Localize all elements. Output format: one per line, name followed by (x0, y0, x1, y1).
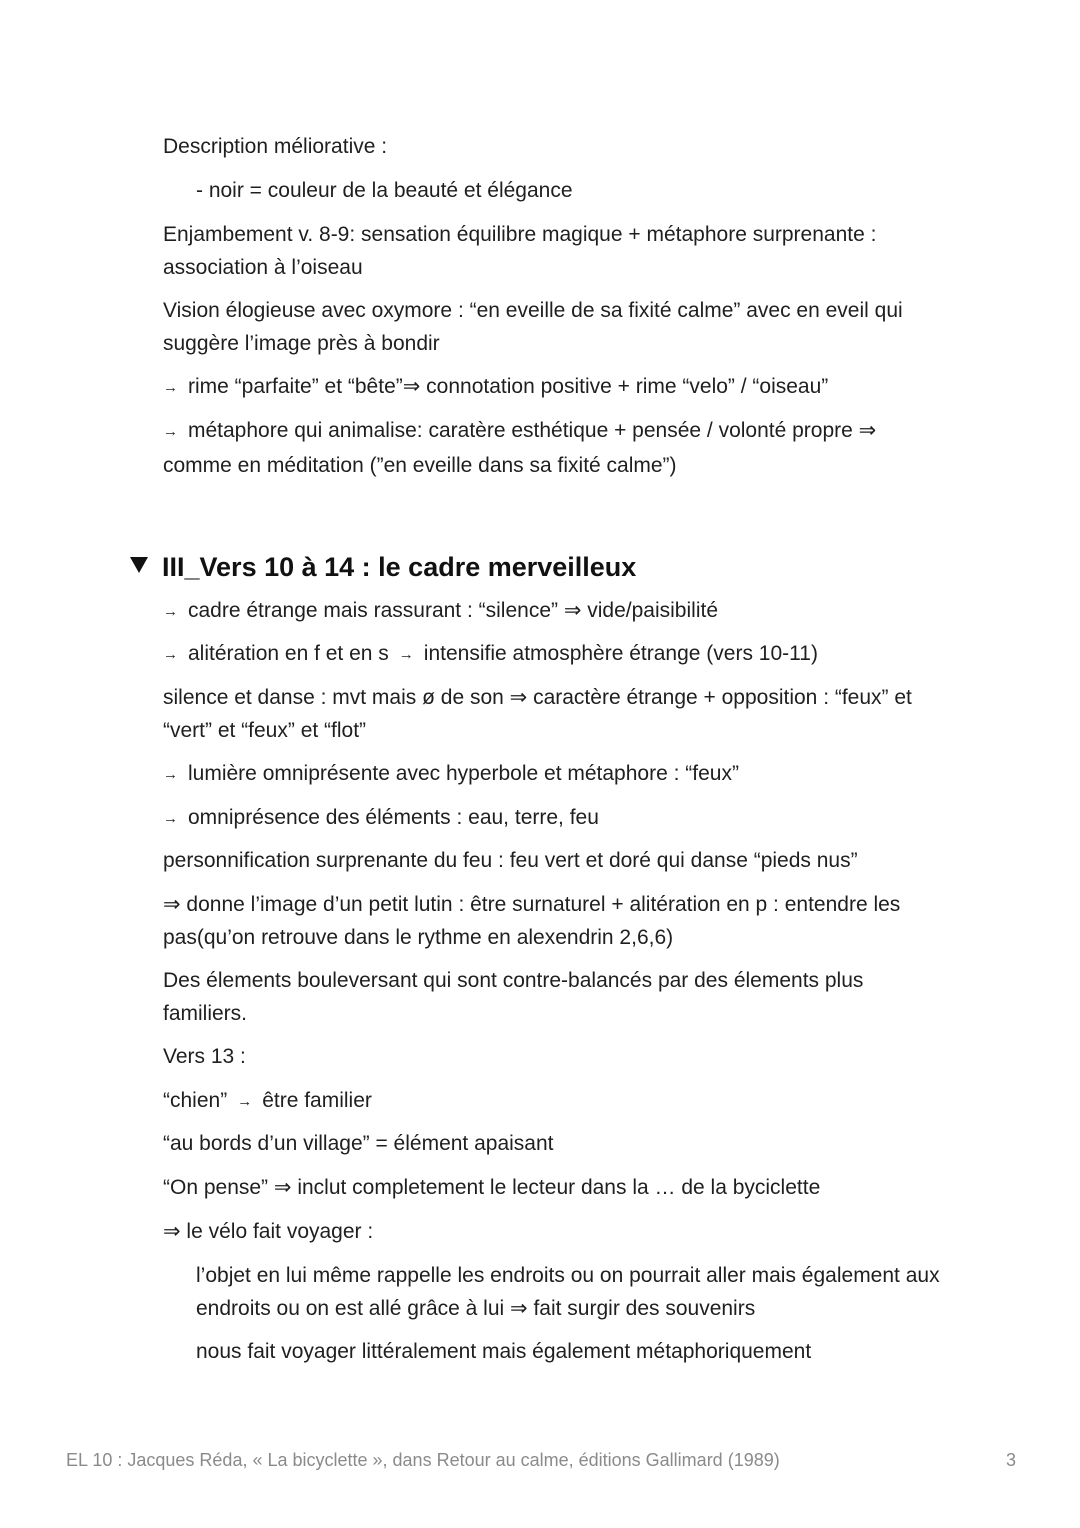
text-line: ⇒ le vélo fait voyager : (163, 1220, 374, 1243)
arrow-icon: → (163, 379, 178, 396)
text-line: Enjambement v. 8-9: sensation équilibre magique + métaphore surprenante : association à l’oiseau (163, 223, 877, 279)
text-line: l’objet en lui même rappelle les endroits ou on pourrait aller mais également aux endroits ou on est allé grâce à lui ⇒ fait surgir des souvenirs (196, 1264, 940, 1320)
arrow-icon: → (163, 603, 178, 620)
text-line: ⇒ donne l’image d’un petit lutin : être surnaturel + alitération en p : entendre les pas(qu’on retrouve dans le rythme en alexendrin 2,6,6) (163, 893, 901, 949)
collapse-triangle-icon[interactable] (130, 557, 148, 573)
page-number: 3 (1005, 1450, 1016, 1470)
section-title: III_Vers 10 à 14 : le cadre merveilleux (162, 552, 637, 582)
text-line: → métaphore qui animalise: caratère esthétique + pensée / volonté propre ⇒ comme en méditation (”en eveille dans sa fixité calme”) (163, 414, 923, 482)
text-line: → omniprésence des éléments : eau, terre, feu (163, 801, 963, 836)
text-line: “chien” → être familier (163, 1084, 963, 1119)
text-line: → rime “parfaite” et “bête”⇒ connotation positive + rime “velo” / “oiseau” (163, 370, 963, 405)
text-line: Vision élogieuse avec oxymore : “en eveille de sa fixité calme” avec en eveil qui suggère l’image près à bondir (163, 299, 903, 355)
text-line: silence et danse : mvt mais ø de son ⇒ caractère étrange + opposition : “feux” et “vert” et “feux” et “flot” (163, 686, 912, 742)
arrow-icon: → (398, 646, 414, 663)
arrow-icon: → (163, 423, 178, 440)
section-heading[interactable] (130, 549, 636, 585)
arrow-icon: → (163, 766, 178, 783)
text-line: Des élements bouleversant qui sont contre-balancés par des élements plus familiers. (163, 969, 864, 1025)
text-line: - noir = couleur de la beauté et élégance (196, 179, 573, 202)
text-line: “au bords d’un village” = élément apaisant (163, 1132, 554, 1155)
text-line: Vers 13 : (163, 1045, 246, 1068)
text-line: personnification surprenante du feu : feu vert et doré qui danse “pieds nus” (163, 849, 858, 872)
text-line: → cadre étrange mais rassurant : “silence” ⇒ vide/paisibilité (163, 594, 963, 629)
arrow-icon: → (163, 646, 178, 663)
text-line: Description méliorative : (163, 135, 388, 158)
text-line: → alitération en f et en s → intensifie atmosphère étrange (vers 10-11) (163, 637, 963, 672)
text-line: nous fait voyager littéralement mais également métaphoriquement (196, 1340, 812, 1363)
arrow-icon: → (237, 1093, 253, 1110)
footer-source: EL 10 : Jacques Réda, « La bicyclette », dans Retour au calme, éditions Gallimard (1989) (66, 1450, 780, 1470)
text-line: “On pense” ⇒ inclut completement le lecteur dans la … de la byciclette (163, 1176, 821, 1199)
arrow-icon: → (163, 810, 178, 827)
text-line: → lumière omniprésente avec hyperbole et métaphore : “feux” (163, 757, 963, 792)
